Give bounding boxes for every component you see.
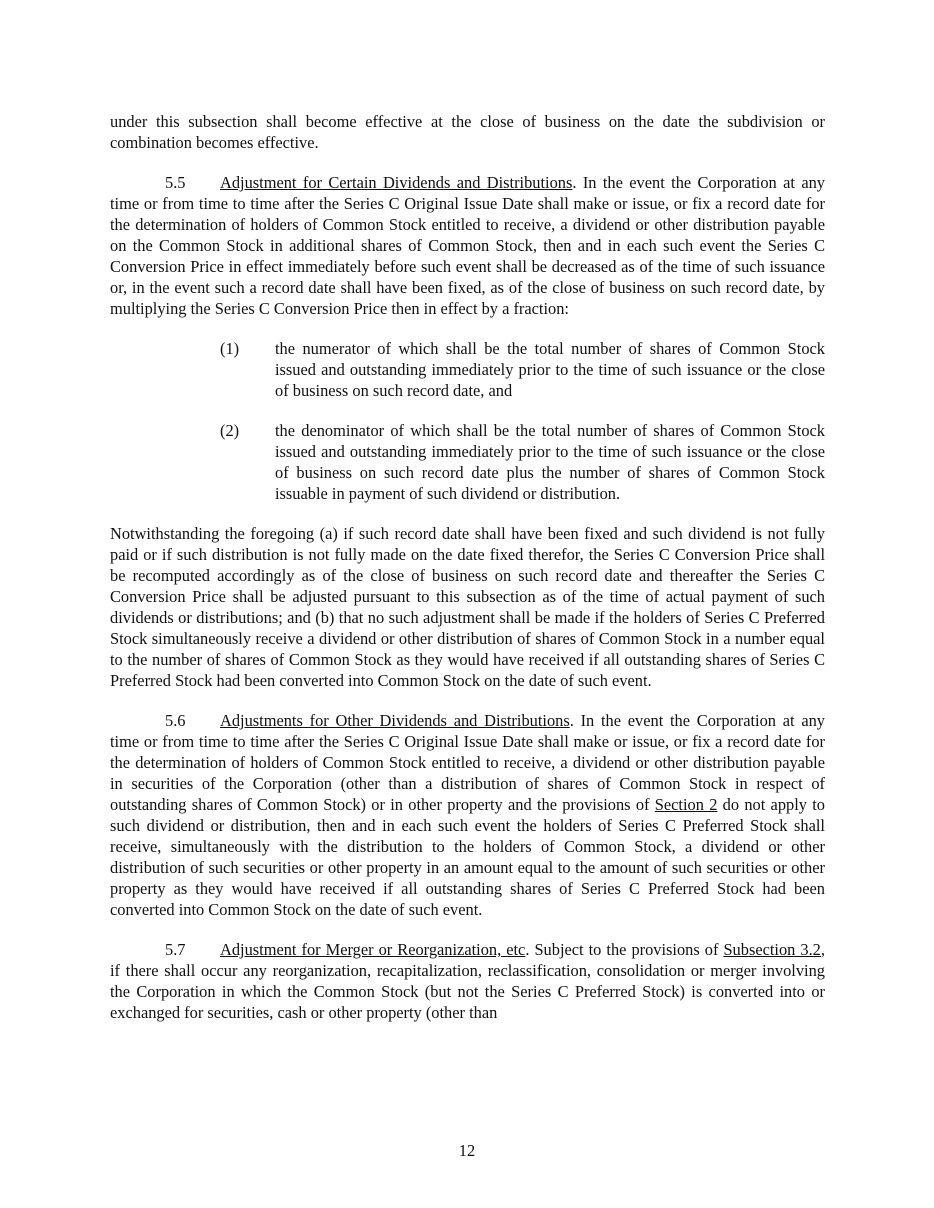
list-item-text: the denominator of which shall be the total number of shares of Common Stock issued and outstanding immediately prior to the time of such issuance or the close of business on such record date plus the number of shares of Common Stock issuable in payment of such dividend or distribution. [275,421,825,503]
section-heading: Adjustment for Merger or Reorganization, etc [220,940,526,959]
section-body: . In the event the Corporation at any time or from time to time after the Series C Original Issue Date shall make or issue, or fix a record date for the determination of holders of Common Stock entitled to receive, a dividend or other distribution payable on the Common Stock in additional shares of Common Stock, then and in each such event the Series C Conversion Price in effect immediately before such event shall be decreased as of the time of such issuance or, in the event such a record date shall have been fixed, as of the close of business on such record date, by multiplying the Series C Conversion Price then in effect by a fraction: [110,173,825,318]
list-item [220,338,825,401]
section-reference-link: Subsection 3.2 [723,940,821,959]
list-item-text: the numerator of which shall be the total number of shares of Common Stock issued and outstanding immediately prior to the time of such issuance or the close of business on such record date, and [275,339,825,400]
paragraph-intro: under this subsection shall become effective at the close of business on the date the subdivision or combination becomes effective. [110,112,825,152]
section-5-6 [110,710,825,920]
section-5-5 [110,172,825,319]
section-heading: Adjustment for Certain Dividends and Distributions [220,173,573,192]
section-number: 5.7 [165,940,186,959]
section-reference-link: Section 2 [654,795,718,814]
section-body: , if there shall occur any reorganization, recapitalization, reclassification, consolidation or merger involving the Corporation in which the Common Stock (but not the Series C Preferred Stock) is converted into or exchanged for securities, cash or other property (other than [110,940,825,1022]
list-item-number: (2) [220,421,240,440]
section-heading: Adjustments for Other Dividends and Distributions [220,711,570,730]
paragraph-notwithstanding: Notwithstanding the foregoing (a) if such record date shall have been fixed and such dividend is not fully paid or if such distribution is not fully made on the date fixed therefor, the Series C Conversion Price shall be recomputed accordingly as of the close of business on such record date and thereafter the Series C Conversion Price shall be adjusted pursuant to this subsection as of the time of actual payment of such dividends or distributions; and (b) that no such adjustment shall be made if the holders of Series C Preferred Stock simultaneously receive a dividend or other distribution of shares of Common Stock in a number equal to the number of shares of Common Stock as they would have received if all outstanding shares of Series C Preferred Stock had been converted into Common Stock on the date of such event. [110,524,825,690]
document-page [110,111,825,1042]
list-item [220,420,825,504]
page-number: 12 [458,1141,476,1160]
section-5-7 [110,939,825,1023]
section-number: 5.6 [165,711,186,730]
list-item-number: (1) [220,339,240,358]
section-body: do not apply to such dividend or distribution, then and in each such event the holders of Series C Preferred Stock shall receive, simultaneously with the distribution to the holders of Common Stock, a dividend or other distribution of such securities or other property in an amount equal to the amount of such securities or other property as they would have received if all outstanding shares of Series C Preferred Stock had been converted into Common Stock on the date of such event. [110,795,825,919]
section-number: 5.5 [165,173,186,192]
section-body: . Subject to the provisions of [525,940,724,959]
section-body: . In the event the Corporation at any time or from time to time after the Series C Original Issue Date shall make or issue, or fix a record date for the determination of holders of Common Stock entitled to receive, a dividend or other distribution payable in securities of the Corporation (other than a distribution of shares of Common Stock in respect of outstanding shares of Common Stock) or in other property and the provisions of [110,711,825,814]
